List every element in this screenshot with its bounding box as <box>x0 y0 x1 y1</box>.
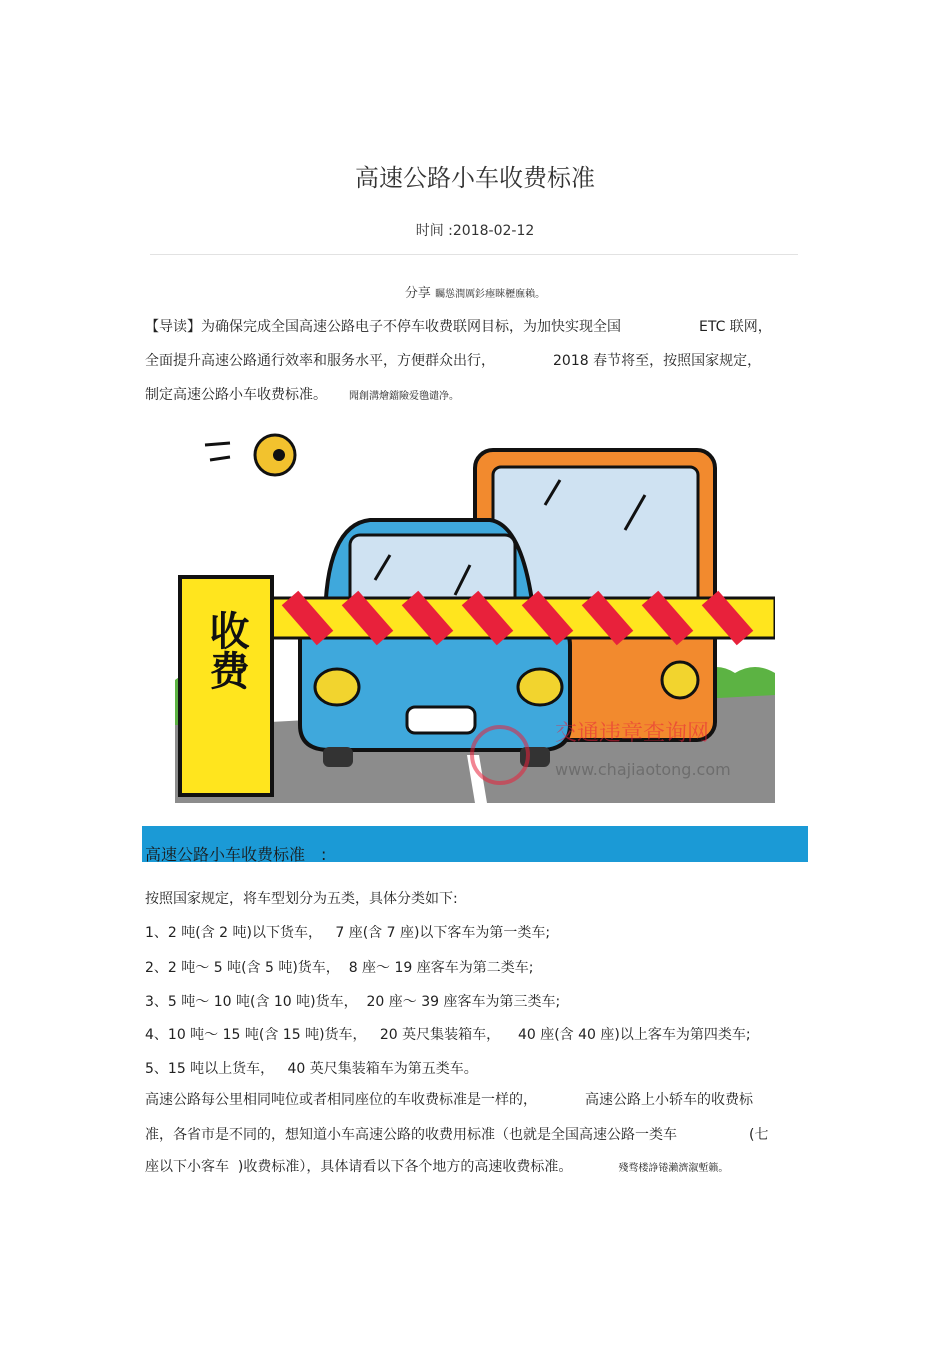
vehicle-class-item: 5、15 吨以上货车， 40 英尺集装箱车为第五类车。 <box>145 1061 478 1077</box>
intro-text: 全面提升高速公路通行效率和服务水平，方便群众出行， <box>145 353 495 369</box>
share-link[interactable]: 分享 <box>404 286 431 301</box>
toll-gate-illustration <box>175 425 775 803</box>
para-text: 高速公路上小轿车的收费标 <box>585 1092 753 1108</box>
intro-text: 2018 春节将至，按照国家规定， <box>553 353 762 369</box>
vehicle-class-item: 2、2 吨～ 5 吨(含 5 吨)货车， 8 座～ 19 座客车为第二类车; <box>145 960 534 976</box>
watermark-url: www.chajiaotong.com <box>555 760 731 779</box>
share-line <box>0 282 950 301</box>
intro-line-2 <box>145 350 761 370</box>
intro-text: 制定高速公路小车收费标准。 <box>145 387 327 403</box>
intro-line-3 <box>145 384 459 404</box>
para-text: (七 <box>749 1127 769 1143</box>
intro-noise: 聞創溝燴鐺險爱氇谴净。 <box>349 391 459 402</box>
para-line-3 <box>145 1156 728 1176</box>
divider <box>150 254 798 255</box>
barrier-icon <box>260 598 775 638</box>
watermark-text: 交通违章查询网 <box>555 721 710 746</box>
section-lead: 按照国家规定，将车型划分为五类，具体分类如下: <box>145 891 458 907</box>
page-title: 高速公路小车收费标准 <box>355 164 595 192</box>
para-text: 高速公路每公里相同吨位或者相同座位的车收费标准是一样的， <box>145 1092 537 1108</box>
vehicle-class-item: 4、10 吨～ 15 吨(含 15 吨)货车， 20 英尺集装箱车， 40 座(含 40 座)以上客车为第四类车; <box>145 1027 751 1043</box>
intro-text: 【导读】为确保完成全国高速公路电子不停车收费联网目标，为加快实现全国 <box>145 319 621 335</box>
vehicle-class-item: 1、2 吨(含 2 吨)以下货车， 7 座(含 7 座)以下客车为第一类车; <box>145 925 551 941</box>
vehicle-class-item: 3、5 吨～ 10 吨(含 10 吨)货车， 20 座～ 39 座客车为第三类车; <box>145 994 561 1010</box>
para-noise: 殘骛楼諍锩瀨濟溆塹籟。 <box>618 1163 729 1174</box>
bird-icon <box>205 435 295 475</box>
para-text: 座以下小客车 )收费标准），具体请看以下各个地方的高速收费标准。 <box>145 1159 573 1175</box>
publish-date: 时间 :2018-02-12 <box>415 223 535 239</box>
share-noise: 矚慫潤厲釤瘞睞櫪廡賴。 <box>435 289 546 300</box>
toll-booth-icon <box>180 577 272 795</box>
booth-text: 收费 <box>203 610 249 690</box>
intro-text: ETC 联网， <box>699 319 772 335</box>
para-line-2 <box>145 1124 768 1144</box>
para-text: 准，各省市是不同的，想知道小车高速公路的收费用标准（也就是全国高速公路一类车 <box>145 1127 677 1143</box>
section-title: 高速公路小车收费标准 : <box>145 845 327 864</box>
para-line-1 <box>145 1089 753 1109</box>
intro-line-1 <box>145 316 772 336</box>
